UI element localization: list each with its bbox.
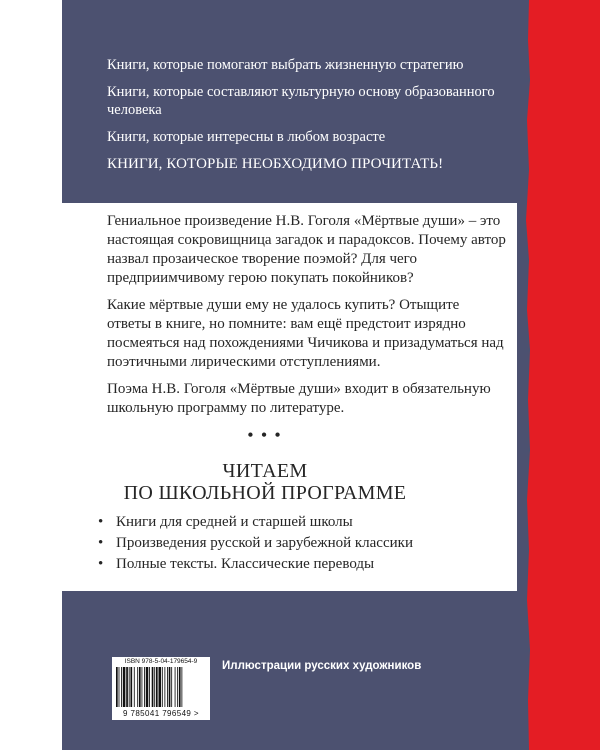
barcode-bar bbox=[179, 667, 181, 707]
separator-dots: • • • bbox=[247, 427, 283, 444]
description-paragraph-3: Поэма Н.В. Гоголя «Мёртвые души» входит в обязательную школьную программу по литературе. bbox=[107, 381, 491, 416]
barcode-number: 9 785041 796549 > bbox=[123, 709, 199, 718]
barcode-bar bbox=[142, 667, 143, 707]
barcode-bar bbox=[116, 667, 118, 707]
tagline-1: Книги, которые помогают выбрать жизненную стратегию bbox=[107, 57, 464, 73]
barcode-bar bbox=[121, 667, 122, 707]
tagline-3: Книги, которые интересны в любом возрасте bbox=[107, 129, 386, 145]
series-title bbox=[100, 460, 430, 504]
barcode-bar bbox=[144, 667, 145, 707]
barcode-bar bbox=[137, 667, 138, 707]
barcode-bar bbox=[130, 667, 132, 707]
barcode-bar bbox=[159, 667, 162, 707]
barcode-bar bbox=[167, 667, 168, 707]
top-taglines bbox=[107, 56, 512, 182]
bullet-item: • Полные тексты. Классические переводы bbox=[96, 554, 496, 575]
barcode-bar bbox=[154, 667, 155, 707]
isbn-label: ISBN 978-5-04-179654-9 bbox=[124, 658, 198, 665]
barcode-bar bbox=[126, 667, 128, 707]
barcode-bar bbox=[162, 667, 163, 707]
barcode-bars bbox=[116, 667, 206, 707]
bullet-item: • Книги для средней и старшей школы bbox=[96, 512, 496, 533]
series-title-line-1: ЧИТАЕМ bbox=[222, 460, 308, 482]
barcode-bar bbox=[139, 667, 141, 707]
barcode-bar bbox=[177, 667, 178, 707]
tagline-2: Книги, которые составляют культурную основу образованного человека bbox=[107, 84, 495, 118]
barcode-bar bbox=[171, 667, 172, 707]
barcode-bar bbox=[146, 667, 149, 707]
barcode-bar bbox=[149, 667, 150, 707]
headline: КНИГИ, КОТОРЫЕ НЕОБХОДИМО ПРОЧИТАТЬ! bbox=[107, 156, 444, 172]
red-spine bbox=[517, 0, 600, 750]
series-bullets bbox=[96, 512, 496, 575]
description-paragraph-1: Гениальное произведение Н.В. Гоголя «Мёртвые души» – это настоящая сокровищница загадок и парадоксов. Почему автор назвал прозаическое творение поэмой? Для чего предприимчивому герою покупать покойников? bbox=[107, 213, 506, 286]
barcode-bar bbox=[164, 667, 165, 707]
description bbox=[107, 212, 507, 426]
barcode-bar bbox=[169, 667, 171, 707]
illustrations-note: Иллюстрации русских художников bbox=[222, 660, 422, 672]
barcode-bar bbox=[175, 667, 176, 707]
barcode-bar bbox=[152, 667, 154, 707]
series-title-line-2: ПО ШКОЛЬНОЙ ПРОГРАММЕ bbox=[123, 482, 407, 504]
barcode-bar bbox=[119, 667, 120, 707]
barcode-bar bbox=[181, 667, 182, 707]
barcode-bar bbox=[129, 667, 130, 707]
barcode-bar bbox=[156, 667, 158, 707]
description-paragraph-2: Какие мёртвые души ему не удалось купить? Отыщите ответы в книге, но помните: вам ещё предстоит изрядно посмеяться над похождениями Чичикова и призадуматься над поэтичными лирическими отступлениями. bbox=[107, 297, 504, 370]
barcode-bar bbox=[123, 667, 126, 707]
torn-edge bbox=[517, 0, 530, 750]
barcode bbox=[112, 657, 210, 720]
bullet-item: • Произведения русской и зарубежной классики bbox=[96, 533, 496, 554]
barcode-bar bbox=[134, 667, 135, 707]
